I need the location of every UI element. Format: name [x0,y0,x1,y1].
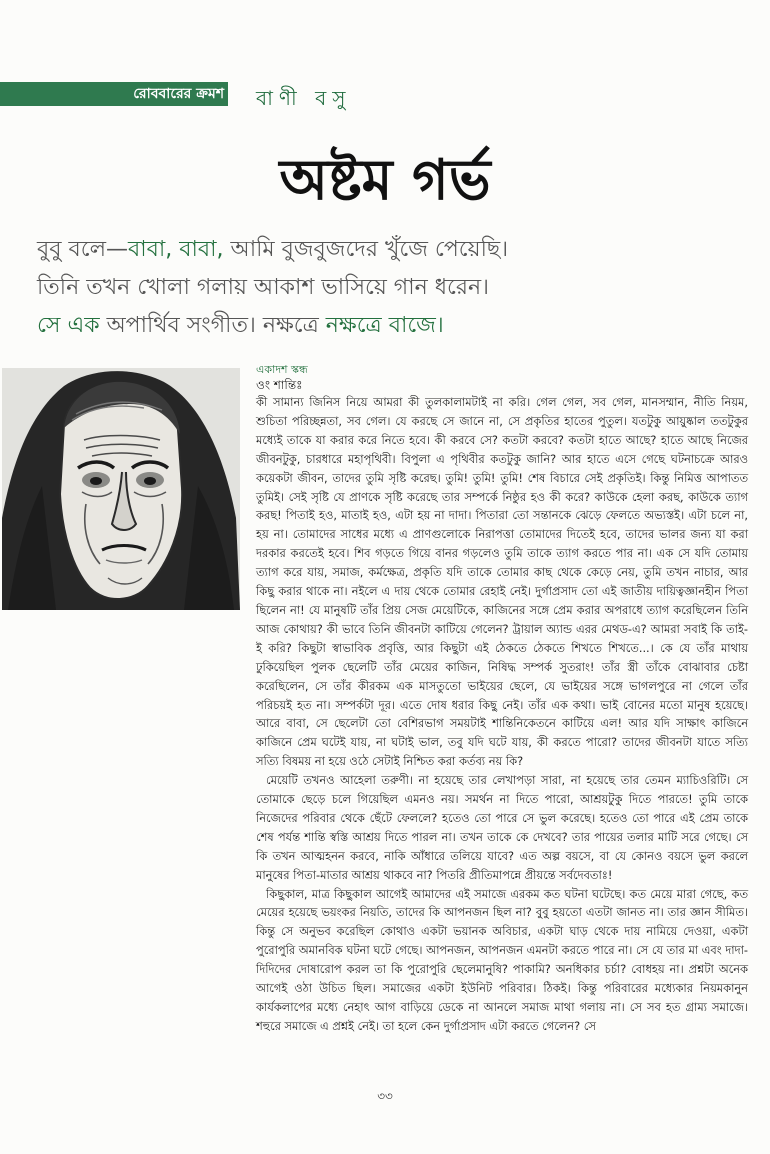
section-label: একাদশ স্কন্ধ [256,363,308,376]
deck-text: অপার্থিব সংগীত। [106,313,263,338]
deck-line-1 [37,231,757,269]
deck-highlight: সে এক [37,313,107,338]
deck-text: আমি বুজবুজদের খুঁজে পেয়েছি। [230,237,509,262]
page-number: ৩৩ [377,1089,393,1103]
paragraph: কিছুকাল, মাত্র কিছুকাল আগেই আমাদের এই সমাজে এরকম কত ঘটনা ঘটেছে। কত মেয়ে মারা গেছে, কত মেয়ের হয়েছে ভয়ংকর নিয়তি, তাদের কি আপনজন ছিল না? বুবু হয়তো এতটা জানত না। তার জ্ঞান সীমিত। কিন্তু সে অনুভব করেছিল কোথাও একটা ভয়ানক অবিচার, একটা ঘাড় থেকে দায় নামিয়ে দেওয়া, একটা পুরোপুরি অমানবিক ঘটনা ঘটে গেছে। আপনজন, আপনজন এমনটা করতে পারে না। সে যে তার মা এবং দাদা-দিদিদের দোষারোপ করল তা কি পুরোপুরি ছেলেমানুষি? পাকামি? অনধিকার চর্চা? বোধহয় না। প্রশ্নটা অনেক আগেই ওঠা উচিত ছিল। সমাজের একটা ইউনিট পরিবার। ঠিকই। কিন্তু পরিবারের মধ্যেকার নিয়মকানুন কার্যকলাপের মধ্যে নেহাৎ আগ বাড়িয়ে ডেকে না আনলে সমাজ মাথা গলায় না। সে সব হত গ্রাম্য সমাজে। শহুরে সমাজে এ প্রশ্নই নেই। তা হলে কেন দুর্গাপ্রসাদ এটা করতে গেলেন? সে [256,886,748,1033]
deck-quote [37,231,757,345]
deck-line-3 [37,307,757,345]
portrait-illustration [2,368,240,610]
deck-highlight: নক্ষত্রে বাজে। [325,313,444,338]
series-label: রোববারের ক্রমশ [133,86,224,102]
story-title: অষ্টম গর্ভ [279,148,491,213]
deck-text: নক্ষত্রে [262,313,326,338]
invocation-line: ওং শান্তিঃ [256,378,303,392]
deck-line-2: তিনি তখন খোলা গলায় আকাশ ভাসিয়ে গান ধরেন। [37,275,489,300]
author-name: বাণী বসু [256,86,352,110]
article-body [256,362,748,1036]
paragraph: কী সামান্য জিনিস নিয়ে আমরা কী তুলকালামটাই না করি। গেল গেল, সব গেল, মানসম্মান, নীতি নিয়ম, শুচিতা পরিচ্ছন্নতা, সব গেল। যে করছে সে জানে না, সে প্রকৃতির হাতের পুতুল। যতটুকু আয়ুষ্কাল ততটুকুর মধ্যেই তাকে যা করার করে নিতে হবে। কী করবে সে? কতটা করবে? কতটা হাতে আছে? হাতে আছে নিজের জীবনটুকু, চারধারে মহাপৃথিবী। বিপুলা এ পৃথিবীর কতটুকু জানি? আর হাতে এসে গেছে ঘটনাচক্রে আরও কয়েকটা জীবন, তাদের তুমি সৃষ্টি করেছ। তুমি! তুমি! তুমি! শেষ বিচারে সেই প্রকৃতিই। কিন্তু নিমিত্ত আপাতত তুমিই। সেই সৃষ্টি যে প্রাণকে সৃষ্টি করেছে তার সম্পর্কে নিষ্ঠুর হও কী করে? কাউকে হেলা করছ, কাউকে ত্যাগ করছ! পিতাই হও, মাতাই হও, এটা হয় না দাদা। পিতারা তো সন্তানকে ঝেড়ে ফেলতে অভ্যস্তই। এটা চলে না, হয় না। তোমাদের সাধের মধ্যে এ প্রাণগুলোকে নিরাপত্তা তোমাদের দিতেই হবে, তাদের ভালর জন্য যা করা দরকার করতেই হবে। শিব গড়তে গিয়ে বানর গড়লেও তুমি তাকে ত্যাগ করতে পার না। এক সে যদি তোমায় ত্যাগ করে যায়, সমাজ, কর্মক্ষেত্র, প্রকৃতি যদি তাকে তোমার কাছ থেকে কেড়ে নেয়, তুমি তখন নাচার, আর কিছু করার থাকে না। নইলে এ দায় থেকে তোমার রেহাই নেই। দুর্গাপ্রসাদ তো এই জাতীয় দায়িত্বজ্ঞানহীন পিতা ছিলেন না! যে মানুষটি তাঁর প্রিয় সেজ মেয়েটিকে, কাজিনের সঙ্গে প্রেম করার অপরাধে ত্যাগ করেছিলেন তিনি আজ কোথায়? কী ভাবে তিনি জীবনটা কাটিয়ে গেলেন? ট্রায়াল অ্যান্ড এরর মেথড-এ? আমরা সবাই কি তাই-ই করি? কিছুটা স্বাভাবিক প্রবৃত্তি, আর কিছুটা এই ঠেকতে ঠেকতে শিখতে শিখতে...। কে যে তাঁর মাথায় ঢুকিয়েছিল পুলক ছেলেটি তাঁর মেয়ের কাজিন, নিষিদ্ধ সম্পর্ক সুতরাং! তাঁর স্ত্রী তাঁকে বোঝাবার চেষ্টা করেছিলেন, সে তাঁর কীরকম এক মাসতুতো ভাইয়ের ছেলে, যে ভাইয়ের সঙ্গে ভাগলপুরে না গেলে তাঁর পরিচয়ই হত না। সম্পর্কটা দূর। এতে দোষ ধরার কিছু নেই। তাঁর এক কথা। ভাই বোনের মতো মানুষ হয়েছে। আরে বাবা, সে ছেলেটা তো বেশিরভাগ সময়টাই শান্তিনিকেতনে কাটিয়ে এল! আর যদি সাক্ষাৎ কাজিনে কাজিনে প্রেম ঘটেই যায়, না ঘটাই ভাল, তবু যদি ঘটে যায়, কী করতে পারো? তাদের জীবনটা যাতে সত্যি সত্যি বিষময় না হয়ে ওঠে সেটাই নিশ্চিত করা কর্তব্য নয় কি? [256,395,748,769]
series-banner [0,82,228,106]
paragraph: মেয়েটি তখনও আহেলা তরুণী। না হয়েছে তার লেখাপড়া সারা, না হয়েছে তার তেমন ম্যাচিওরিটি। সে তোমাকে ছেড়ে চলে গিয়েছিল এমনও নয়। সমর্থন না দিতে পারো, আশ্রয়টুকু দিতে পারতে! তুমি তাকে নিজেদের পরিবার থেকে ছেঁটে ফেললে? হতেও তো পারে সে ভুল করেছে। হতেও তো পারে এই প্রেম তাকে শেষ পর্যন্ত শান্তি স্বস্তি আশ্রয় দিতে পারল না। তখন তাকে কে দেখবে? তার পায়ের তলার মাটি সরে গেছে। সে কি তখন আত্মহনন করবে, নাকি আঁধারে তলিয়ে যাবে? এত অল্প বয়সে, বা যে কোনও বয়সে ভুল করলে মানুষের পিতা-মাতার আশ্রয় থাকবে না? পিতরি প্রীতিমাপন্নে প্রীয়ন্তে সর্বদেবতাঃ! [256,773,748,882]
deck-highlight: বাবা, বাবা, [127,237,231,262]
deck-text: বুবু বলে— [37,237,128,262]
